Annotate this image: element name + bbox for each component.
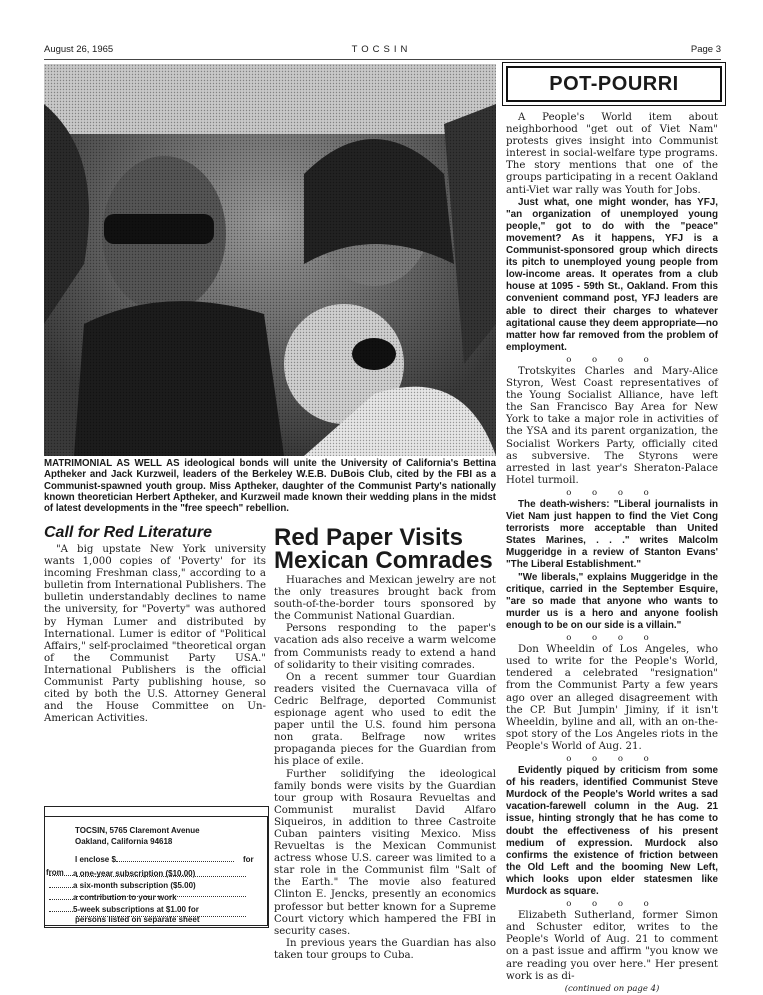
separator: o o o o bbox=[566, 354, 658, 365]
continued-note: (continued on page 4) bbox=[564, 983, 660, 994]
redpaper-headline-line1: Red Paper Visits bbox=[274, 524, 463, 551]
potpourri-paragraph: Don Wheeldin of Los Angeles, who used to write for the People's World, tendered a celebrated "resignation" from the Communist Party a few years ago over an alleged disagreement with the CP. But Jumpin' Jiminy, if it isn't Wheeldin, byline and all, with an on-the-spot story of the Los Angeles riots in the People's World of Aug. 21. bbox=[506, 644, 718, 752]
separator: o o o o bbox=[566, 753, 658, 764]
form-from-label: from bbox=[46, 868, 64, 877]
potpourri-paragraph-bold: The death-wishers: "Liberal journalists in Viet Nam just happen to find the Viet Cong terrorists more acceptable than United States Marines, . . ." writes Malcolm Muggeridge in a review of Stanton Evans' "The Liberal Establishment." bbox=[506, 499, 718, 571]
news-photo bbox=[44, 64, 496, 456]
redpaper-headline-line2: Mexican Comrades bbox=[274, 547, 493, 574]
separator: o o o o bbox=[566, 899, 658, 910]
option-five-week[interactable]: 5-week subscriptions at $1.00 for bbox=[49, 904, 199, 915]
potpourri-title-box bbox=[506, 66, 722, 102]
issue-date: August 26, 1965 bbox=[44, 44, 114, 55]
option-six-month[interactable]: a six-month subscription ($5.00) bbox=[49, 880, 196, 891]
from-line-3[interactable] bbox=[76, 916, 246, 917]
redpaper-paragraph: Persons responding to the paper's vacation ads also receive a warm welcome from Communists ready to extend a hand of solidarity to their visiting comrades. bbox=[274, 623, 496, 671]
redpaper-article bbox=[274, 575, 496, 962]
photo-caption: MATRIMONIAL AS WELL AS ideological bonds will unite the University of California's Bettina Aptheker and Jack Kurzweil, leaders of the Berkeley W.E.B. DuBois Club, cited by the FBI as a Communist-spawned youth group. Miss Aptheker, daughter of the Communist Party's nationally known theoretician Herbert Aptheker, and Kurzweil made known their wedding plans in the midst of latest developments in the "free speech" rebellion. bbox=[44, 458, 496, 515]
call-heading: Call for Red Literature bbox=[44, 524, 213, 541]
potpourri-title: POT-POURRI bbox=[549, 73, 679, 95]
potpourri-paragraph: A People's World item about neighborhood "get out of Viet Nam" protests gives insight into Communist interest in social-welfare type programs. The story mentions that one of the groups participating in a recent Oakland anti-Viet war rally was Youth for Jobs. bbox=[506, 112, 718, 196]
call-paragraph: "A big upstate New York university wants 1,000 copies of 'Poverty' for its incoming Freshman class," according to a bulletin from International Publishers. The bulletin understandably declines to name the university, for "Poverty" was authored by Hyman Lumer and distributed by International. Lumer is editor of "Political Affairs," self-proclaimed "theoretical organ of the Communist Party USA." International Publishers is the official Communist Party publishing house, so cited by both the U.S. Attorney General and the House Committee on Un-American Activities. bbox=[44, 544, 266, 725]
call-article bbox=[44, 544, 266, 725]
potpourri-paragraph: Elizabeth Sutherland, former Simon and Schuster editor, writes to the People's World of Aug. 21 to comment on a past issue and affirm "you know we are reading you over here." Her present work is as di- bbox=[506, 910, 718, 982]
from-line-1[interactable] bbox=[76, 876, 246, 877]
form-border bbox=[44, 806, 269, 928]
potpourri-paragraph: Trotskyites Charles and Mary-Alice Styron, West Coast representatives of the Young Socialist Alliance, have left the San Francisco Bay Area for New York to take a major role in activities of the YSA and its parent organization, the Socialist Workers Party, officially cited as subversive. The Styrons were arrested in last year's Sheraton-Palace Hotel turmoil. bbox=[506, 365, 718, 486]
potpourri-paragraph-bold: Just what, one might wonder, has YFJ, "an organization of unemployed young people," got to do with the "peace" movement? As it happens, YFJ is a Communist-sponsored group which directs its pitch to unemployed young people from low-income areas. It operates from a club house at 1095 - 59th St., Oakland. From this convenient command post, YFJ leaders are able to direct their charges to whatever agitational cause they deem appropriate—no matter how far removed from the problem of employment. bbox=[506, 196, 718, 353]
option-one-year[interactable]: a one-year subscription ($10.00) bbox=[49, 868, 195, 879]
option-five-week-note: persons listed on separate sheet bbox=[75, 915, 200, 924]
enclose-for: for bbox=[243, 855, 254, 864]
potpourri-paragraph-bold: Evidently piqued by criticism from some of his readers, identified Communist Steve Murdock of the People's World writes a sad vacation-farewell column in the Aug. 21 issue, hinting strongly that he has come to doubt the effectiveness of his present medium of expression. Murdock also confirms the existence of friction between the Old Left and the booming New Left, which looks upon elder statesmen like Murdock as square. bbox=[506, 765, 718, 897]
redpaper-paragraph: Further solidifying the ideological family bonds were visits by the Guardian tour group with Rosaura Revueltas and Communist muralist David Alfaro Siqueiros, in addition to three Castroite Cuban painters visiting Mexico. Miss Revueltas is the Mexican Communist actress whose U.S. career was limited to a star role in the Communist film "Salt of the Earth." The movie also featured Clinton E. Jencks, presently an economics professor but better known for a Supreme Court victory which hampered the FBI in security cases. bbox=[274, 768, 496, 937]
redpaper-paragraph: In previous years the Guardian has also taken tour groups to Cuba. bbox=[274, 937, 496, 961]
potpourri-paragraph-bold: "We liberals," explains Muggeridge in the critique, carried in the September Esquire, "are so made that anyone who wants to murder us is a hero and anyone foolish enough to be on our side is a villain." bbox=[506, 571, 718, 631]
redpaper-paragraph: Huaraches and Mexican jewelry are not the only treasures brought back from south-of-the-border tours sponsored by the Communist National Guardian. bbox=[274, 575, 496, 623]
enclose-label: I enclose $ bbox=[75, 855, 116, 864]
header-rule bbox=[44, 59, 721, 60]
separator: o o o o bbox=[566, 633, 658, 644]
separator: o o o o bbox=[566, 487, 658, 498]
redpaper-paragraph: On a recent summer tour Guardian readers visited the Cuernavaca villa of Cedric Belfrage, deported Communist espionage agent who used to edit the paper until the U.S. found him persona non grata. Belfrage now writes propaganda pieces for the Guardian from his place of exile. bbox=[274, 671, 496, 768]
form-address-line2: Oakland, California 94618 bbox=[75, 837, 173, 846]
from-line-2[interactable] bbox=[76, 896, 246, 897]
form-address-line1: TOCSIN, 5765 Claremont Avenue bbox=[75, 826, 200, 835]
newspaper-title: TOCSIN bbox=[351, 44, 412, 55]
page-number: Page 3 bbox=[690, 44, 721, 55]
option-contribution[interactable]: a contribution to your work bbox=[49, 892, 177, 903]
potpourri-column bbox=[506, 112, 718, 995]
